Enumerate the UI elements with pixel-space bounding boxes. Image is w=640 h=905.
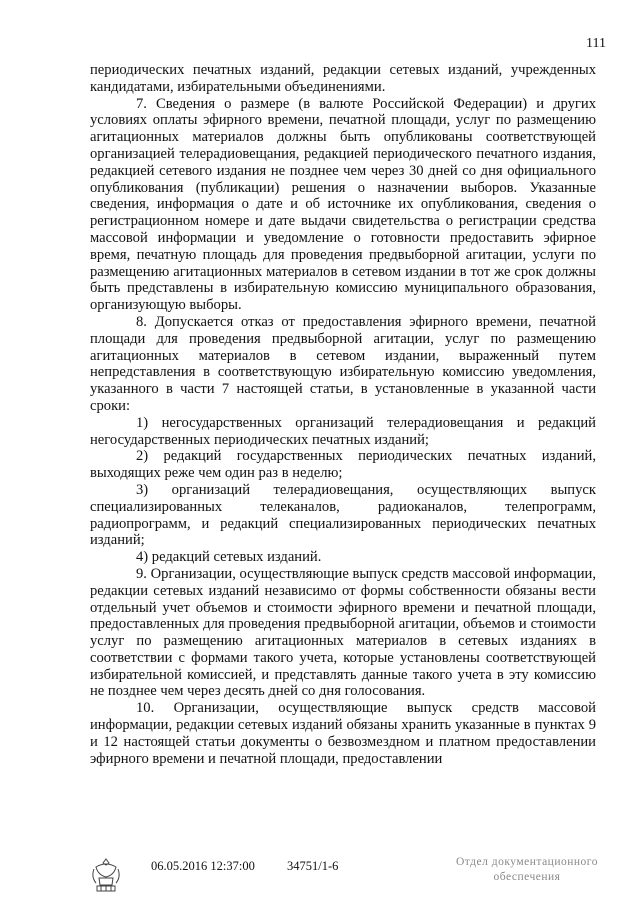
footer-date: 06.05.2016 12:37:00: [151, 859, 255, 873]
paragraph-item-9: 9. Организации, осуществляющие выпуск средств массовой информации, редакции сетевых изданий независимо от формы собственности обязаны вести отдельный учет объемов и стоимости эфирного времени и печатной площади, предоставленных для проведения предвыборной агитации, объемов и стоимости услуг по размещению агитационных материалов в сетевых изданиях в соответствии с формами такого учета, которые установлены соответствующей избирательной комиссией, и представлять данные такого учета в эту комиссию не позднее чем через десять дней со дня голосования.: [90, 565, 596, 700]
subitem-3: 3) организаций телерадиовещания, осуществляющих выпуск специализированных телеканалов, радиоканалов, телепрограмм, радиопрограмм, и редакций специализированных периодических печатных изданий;: [90, 481, 596, 549]
paragraph-item-10: 10. Организации, осуществляющие выпуск средств массовой информации, редакции сетевых изданий обязаны хранить указанные в пунктах 9 и 12 настоящей статьи документы о безвозмездном и платном предоставлении эфирного времени и печатной площади, предоставлении: [90, 700, 596, 767]
footer-document-code: 34751/1-6: [287, 859, 339, 873]
subitem-4: 4) редакций сетевых изданий.: [136, 549, 322, 566]
paragraph-item-7: 7. Сведения о размере (в валюте Российской Федерации) и других условиях оплаты эфирного времени, печатной площади, услуг по размещению агитационных материалов должны быть опубликованы соответствующей организацией телерадиовещания, редакцией периодического печатного издания, редакцией сетевого издания не позднее чем через 30 дней со дня официального опубликования (публикации) решения о назначении выборов. Указанные сведения, информация о дате и об источнике их опубликования, сведения о регистрационном номере и дате выдачи свидетельства о регистрации средства массовой информации и уведомление о готовности предоставить эфирное время, печатную площадь для проведения предвыборной агитации, услуги по размещению агитационных материалов в сетевом издании в тот же срок должны быть представлены в избирательную комиссию муниципального образования, организующую выборы.: [90, 95, 596, 314]
page-number: 111: [586, 36, 606, 51]
coat-of-arms-icon: [88, 855, 124, 895]
paragraph-continuation: периодических печатных изданий, редакции сетевых изданий, учрежденных кандидатами, избирательными объединениями.: [90, 62, 596, 95]
document-body: [90, 62, 596, 767]
subitem-2: 2) редакций государственных периодических печатных изданий, выходящих реже чем один раз в неделю;: [90, 448, 596, 482]
paragraph-item-8: 8. Допускается отказ от предоставления эфирного времени, печатной площади для проведения предвыборной агитации, услуг по размещению агитационных материалов в сетевом издании, выраженный путем непредставления в соответствующую избирательную комиссию уведомления, указанного в части 7 настоящей статьи, в установленные в указанной части сроки:: [90, 313, 596, 414]
footer: [0, 855, 640, 895]
department-stamp: [452, 855, 602, 885]
subitem-1: 1) негосударственных организаций телерадиовещания и редакций негосударственных периодических печатных изданий;: [90, 414, 596, 448]
stamp-line-1: Отдел документационного: [456, 856, 598, 868]
stamp-line-2: обеспечения: [493, 871, 561, 883]
